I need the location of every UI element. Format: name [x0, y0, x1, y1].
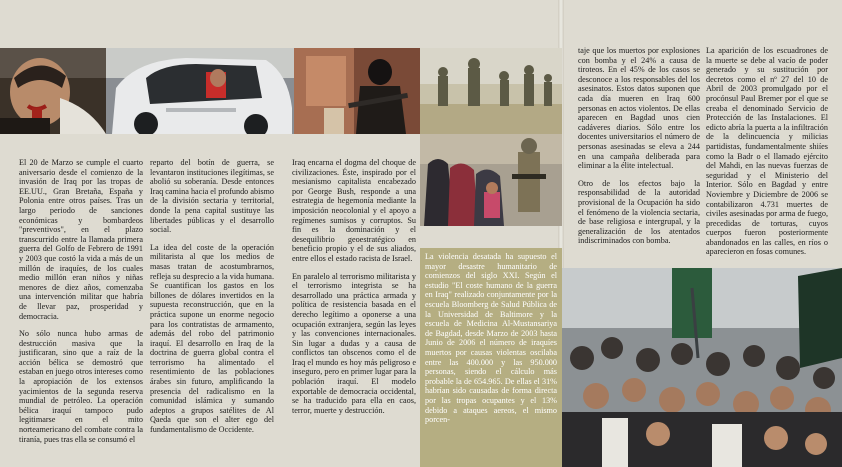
women-children-soldier-photo [420, 134, 562, 226]
crowd-funeral-photo [562, 268, 842, 467]
paragraph: Iraq encarna el dogma del choque de civilizaciones. Éste, inspirado por el mesianismo capitalista encabezado por George Bush, responde a una estrategia de hegemonía mediante la imposición neocolonial y el apoyo a regímenes sumisos y corruptos. Su fin es la dominación y el desequilibrio geoestratégico en beneficio propio y el de sus aliados, entre ellos el estado racista de Israel. [292, 158, 416, 263]
text-column-1 [19, 158, 143, 452]
text-column-5 [578, 46, 700, 254]
paragraph: En paralelo al terrorismo militarista y el terrorismo integrista se ha desarrollado una práctica armada y política de resistencia basada en el derecho legítimo a oponerse a una ocupación extranjera, según las leyes y las convenciones internacionales. Sin lugar a dudas y a causa de conflictos tan obscenos como el de Iraq el mundo es hoy más peligroso e inseguro, pero en primer lugar para la población iraquí. El modelo exportable de democracia occidental, se ha traducido para ella en caos, terror, muerte y destrucción. [292, 271, 416, 415]
text-column-3 [292, 158, 416, 423]
paragraph: El 20 de Marzo se cumple el cuarto aniversario desde el comienzo de la invasión de Iraq por las tropas de EE.UU., Gran Bretaña, España y Polonia entre otros países. Tras un largo periodo de sanciones económicas y bombardeos "preventivos", en el plazo transcurrido entre la llamada primera guerra del Golfo de Febrero de 1991 y 2003 que costó la vida a más de un millón de iraquíes, de los cuales medio millón eran niños y niñas menores de diez años, comenzaba una intervención militar que habría de llevar paz, prosperidad y democracia. [19, 158, 143, 321]
text-column-2 [150, 158, 274, 443]
masked-gunman-photo [294, 48, 420, 134]
highlight-text [425, 252, 557, 425]
wounded-man-photo [0, 48, 106, 134]
paragraph: Otro de los efectos bajo la responsabilidad de la autoridad provisional de la Ocupación ha sido el fenómeno de la violencia sectaria, de base religiosa e intergrupal, y la generalización de los atentados indiscriminados con bomba. [578, 178, 700, 246]
paragraph: reparto del botín de guerra, se levantaron instituciones ilegítimas, se abolió su soberanía. Desde entonces Iraq camina hacia el profundo abismo de la división sectaria y territorial, donde la pena capital sustituye las libertades públicas y el desarrollo social. [150, 158, 274, 235]
paragraph: taje que los muertos por explosiones con bomba y el 24% a causa de tiroteos. En el 45% de los casos se desconoce a los responsables del los asesinatos. Estos datos suponen que cada día mueren en Iraq 600 personas en actos violentos. De ellas aparecen en Bagdad unos cien cadáveres diarios. Sólo entre los docentes universitarios el número de personas asesinadas se eleva a 244 en una campaña deliberada para eliminar a la élite intelectual. [578, 46, 700, 171]
soldiers-desert-photo [420, 48, 562, 134]
highlight-paragraph: La violencia desatada ha supuesto el mayor desastre humanitario de comienzos del siglo XXI. Según el estudio "El coste humano de la guerra en Iraq" realizado conjuntamente por la escuela Bloomberg de Salud Pública de la Universidad de Baltimore y la escuela de Medicina Al-Mustansariya de Bagdad, desde Marzo de 2003 hasta Junio de 2006 el número de iraquíes muertos por causas violentas oscilaba entre las 400.000 y las 950.000 personas, siendo el cálculo más probable la de 654.965. De ellas el 31% habrían sido causadas de forma directa por las tropas ocupantes y el 13% debido a ataques aereos, el mismo porcen- [425, 252, 557, 425]
car-shooting-photo [106, 48, 294, 134]
paragraph: La idea del coste de la operación militarista al que los medios de masas tratan de acostumbrarnos, refleja su desprecio a la vida humana. Se cuantifican los gastos en los billones de dólares invertidos en la supuesta reconstrucción, que en la práctica supone un enorme negocio para los contratistas de armamento, además del robo del patrimonio iraquí. El desarrollo en Iraq de la doctrina de guerra global contra el terrorismo ha alimentado el resentimiento de las poblaciones árabes sin futuro, amplificando la presencia del radicalismo en la comunidad islámica y sumando adeptos a grupos satélites de Al Qaeda que son el alter ego del fundamentalismo de Occidente. [150, 242, 274, 435]
text-column-6 [706, 46, 828, 265]
paragraph: No sólo nunca hubo armas de destrucción masiva que la justificaran, sino que a raíz de la acción bélica se demostró que estaban en juego otros intereses como la apropiación de los extensos yacimientos de la segunda reserva mundial de petróleo. La operación bélica iraquí tampoco pudo legitimarse en el mito norteamericano del combate contra la tiranía, pues tras ella se consumó el [19, 329, 143, 444]
paragraph: La aparición de los escuadrones de la muerte se debe al vacío de poder generado y su sustitución por decretos como el nº 27 del 10 de Abril de 2003 promulgado por el procónsul Paul Bremer por el que se creaba el denominado Servicio de Protección de las Instalaciones. El edicto abría la puerta a la infiltración de la delincuencia y milicias partidistas, fundamentalmente shiíes como la Badr o el llamado ejército del Mahdi, en las nuevas fuerzas de seguridad y el Ministerio del Interior. Sólo en Bagdad y entre Noviembre y Diciembre de 2006 se contabilizaron 4.731 muertes de civiles asesinadas por arma de fuego, precedidas de torturas, cuyos cuerpos fueron posteriormente abandonados en las calles, en ríos o aparecieron en fosas comunes. [706, 46, 828, 257]
